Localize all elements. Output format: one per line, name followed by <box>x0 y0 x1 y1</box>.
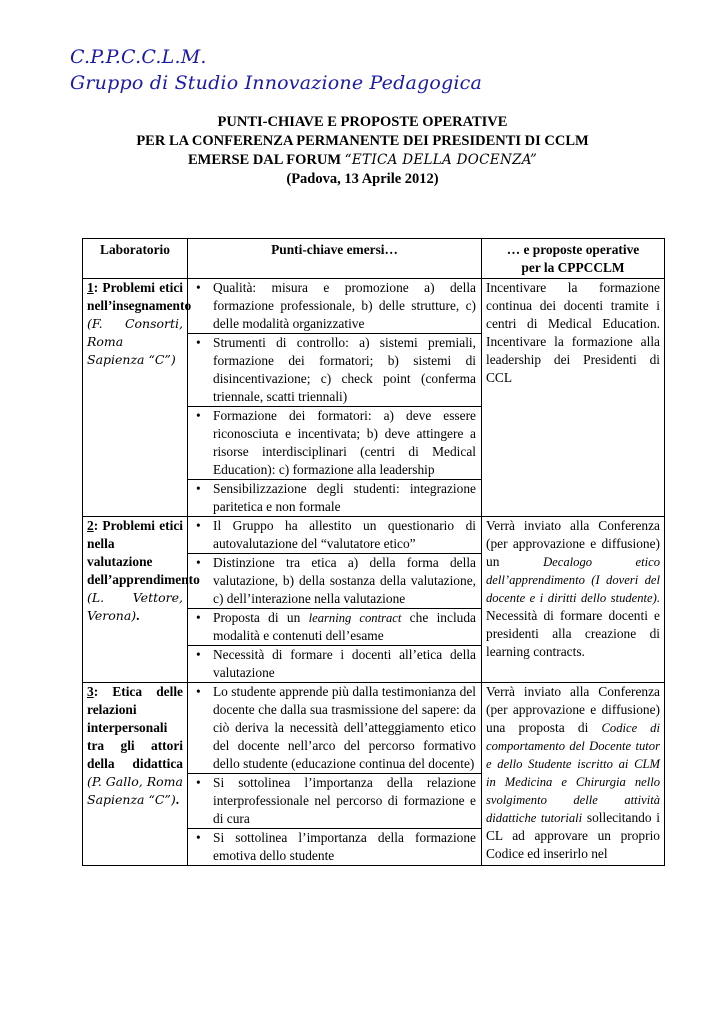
title-line-3 <box>40 151 685 170</box>
header-punti-chiave: Punti-chiave emersi… <box>188 239 482 279</box>
table-row <box>83 279 665 517</box>
bullet-icon: • <box>196 775 201 790</box>
key-points-cell <box>188 517 482 683</box>
lab-title: : Etica delle relazioni interpersonali tra gli attori della didattica <box>87 684 183 771</box>
bullet-icon: • <box>196 647 201 662</box>
lab-number: 3 <box>87 684 94 699</box>
proposal-text-italic: Codice di comportamento del Docente tutor e dello Studente iscritto ai CLM in Medicina e Chirurgia nello svolgimento delle attività didattiche tutoriali <box>486 721 660 825</box>
proposal-cell <box>482 517 665 683</box>
proposal-text-post: Necessità di formare docenti e presidenti alla creazione di learning contracts. <box>486 608 660 659</box>
lab-author: (P. Gallo, Roma Sapienza “C”) <box>87 774 183 807</box>
point-text: Il Gruppo ha allestito un questionario di autovalutazione del “valutatore etico” <box>213 518 476 551</box>
title-line-3-prefix: EMERSE DAL FORUM <box>187 152 342 168</box>
point-text: Necessità di formare i docenti all’etica della valutazione <box>213 647 476 680</box>
point-text: Strumenti di controllo: a) sistemi premiali, formazione dei formatori; b) sistemi di disincentivazione; c) check point (conferma triennale, scatti triennali) <box>213 335 476 404</box>
list-item <box>188 333 481 406</box>
list-item <box>188 553 481 608</box>
org-acronym: C.P.P.C.C.L.M. <box>70 46 207 68</box>
point-text-italic: learning contract <box>308 611 402 625</box>
lab-number: 1 <box>87 280 94 295</box>
organization-header <box>70 44 482 96</box>
title-date: (Padova, 13 Aprile 2012) <box>286 171 439 187</box>
bullet-icon: • <box>196 555 201 570</box>
list-item <box>188 608 481 645</box>
lab-author: (F. Consorti, Roma Sapienza “C”) <box>87 316 183 367</box>
org-group-name: Gruppo di Studio Innovazione Pedagogica <box>70 72 482 94</box>
header-laboratorio: Laboratorio <box>83 239 188 279</box>
proposal-text-post: sollecitando i CL ad approvare un proprio Codice ed inserirlo nel <box>486 810 660 861</box>
lab-title: : Problemi etici nella valutazione dell’apprendimento <box>87 518 200 587</box>
bullet-icon: • <box>196 830 201 845</box>
point-text-post: che includa modalità e contenuti dell’esame <box>213 610 476 643</box>
title-line-2: PER LA CONFERENZA PERMANENTE DEI PRESIDENTI DI CCLM <box>136 133 589 149</box>
lab-cell <box>83 517 200 683</box>
proposal-cell <box>482 279 665 517</box>
list-item <box>188 479 481 516</box>
point-text: Qualità: misura e promozione a) della formazione professionale, b) delle strutture, c) delle modalità organizzative <box>213 280 476 331</box>
lab-title: : Problemi etici nell’insegnamento <box>87 280 192 313</box>
bullet-icon: • <box>196 335 201 350</box>
header-proposte-line2: per la CPPCCLM <box>521 260 625 275</box>
lab-cell <box>83 279 192 517</box>
proposal-text-pre: Verrà inviato alla Conferenza (per approvazione e diffusione) una proposta di <box>486 684 660 735</box>
title-line-1: PUNTI-CHIAVE E PROPOSTE OPERATIVE <box>217 114 508 130</box>
lab-suffix: . <box>175 792 180 807</box>
table-row <box>83 517 665 683</box>
list-item <box>188 406 481 479</box>
point-text-pre: Proposta di un <box>213 610 309 625</box>
bullet-icon: • <box>196 280 201 295</box>
point-text: Formazione dei formatori: a) deve essere riconosciuta e incentivata; b) deve attingere a risorse interdisciplinari (centri di Medical Education): c) formazione alla leadership <box>213 408 476 477</box>
point-text: Sensibilizzazione degli studenti: integrazione paritetica e non formale <box>213 481 476 514</box>
point-text: Si sottolinea l’importanza della formazione emotiva dello studente <box>213 830 476 863</box>
key-points-cell <box>188 683 482 866</box>
point-text: Distinzione tra etica a) della forma della valutazione, b) della sostanza della valutazione, c) dell’interazione nella valutazione <box>213 555 476 606</box>
header-proposte-line1: … e proposte operative <box>506 242 640 257</box>
key-points-table <box>82 238 665 866</box>
proposal-cell <box>482 683 665 866</box>
proposal-text: Incentivare la formazione continua dei docenti tramite i centri di Medical Education. Incentivare la formazione alla leadership dei Presidenti di CCL <box>486 280 660 385</box>
key-points-cell <box>188 279 482 517</box>
list-item <box>188 683 481 773</box>
proposal-text-pre: Verrà inviato alla Conferenza (per approvazione e diffusione) un <box>486 518 660 569</box>
lab-cell <box>83 683 188 866</box>
header-proposte <box>482 239 665 279</box>
document-title <box>40 113 685 189</box>
lab-author: (L. Vettore, Verona) <box>87 590 183 623</box>
bullet-icon: • <box>196 518 201 533</box>
forum-title: “ETICA DELLA DOCENZA” <box>344 152 538 168</box>
list-item <box>188 828 481 865</box>
lab-number: 2 <box>87 518 94 533</box>
list-item <box>188 517 481 553</box>
point-text: Si sottolinea l’importanza della relazione interprofessionale nel percorso di formazione e di cura <box>213 775 476 826</box>
bullet-icon: • <box>196 408 201 423</box>
bullet-icon: • <box>196 481 201 496</box>
bullet-icon: • <box>196 610 201 625</box>
table-header-row <box>83 239 665 279</box>
lab-suffix: . <box>136 608 140 623</box>
list-item <box>188 279 481 333</box>
proposal-text-italic: Decalogo etico dell’apprendimento (I doveri del docente e i diritti dello studente). <box>486 555 660 605</box>
point-text: Lo studente apprende più dalla testimonianza del docente che dalla sua trasmissione del sapere: da ciò deriva la necessità dell’atteggiamento etico del docente nell’arco del percorso formativo dello studente (educazione continua del docente) <box>213 684 476 771</box>
table-row <box>83 683 665 866</box>
list-item <box>188 773 481 828</box>
list-item <box>188 645 481 682</box>
bullet-icon: • <box>196 684 201 699</box>
